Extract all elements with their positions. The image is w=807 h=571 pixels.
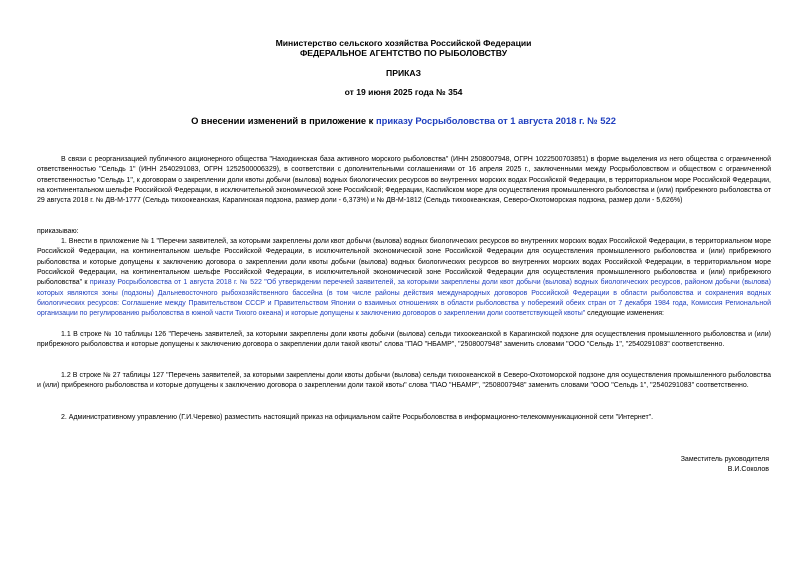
- agency-name: ФЕДЕРАЛЬНОЕ АГЕНТСТВО ПО РЫБОЛОВСТВУ: [299, 48, 508, 58]
- item-2-paragraph: 2. Административному управлению (Г.И.Черевко) разместить настоящий приказ на официальном сайте Росрыболовства в информационно-телекоммуникационной сети "Интернет".: [61, 414, 654, 421]
- signature-name: В.И.Соколов: [727, 466, 769, 473]
- item-1-order-title-link[interactable]: "Об утверждении перечней заявителей, за которыми закреплены доли квот добычи (вылова) водных биологических ресурсов, районом добычи (вылова) которых являются зоны (подзоны) Дальневосточного рыбохозяйственного бассейна (в том числе районы действия международных договоров Российской Федерации в области рыболовства и сохранения водных биологических ресурсов:: [37, 279, 772, 308]
- order-word: приказываю:: [37, 228, 79, 235]
- title-order-link[interactable]: приказу Росрыболовства от 1 августа 2018 г. № 522: [375, 115, 616, 126]
- item-1-commission-link[interactable]: , Комиссия Региональной организации по регулированию рыболовства в южной части Тихого океана) и которые допущены к заключению договоров о закреплении доли соответствующей квоты": [37, 300, 771, 318]
- document-type: ПРИКАЗ: [386, 68, 421, 78]
- ministry-name: Министерство сельского хозяйства Российской Федерации: [275, 38, 532, 48]
- item-1-1-paragraph: 1.1 В строке № 10 таблицы 126 "Перечень заявителей, за которыми закреплены доли квоты добычи (вылова) сельди тихоокеанской в Карагинской подзоне для осуществления промышленного рыболовства и (или) прибрежного рыболовства и которые допущены к заключению договора о закреплении доли такой квоты" слова "ПАО "НБАМР", "2508007948" заменить словами "ООО "Сельдь 1", "2540291083" соответственно.: [37, 331, 771, 349]
- signature-position: Заместитель руководителя: [680, 456, 769, 463]
- title-prefix: О внесении изменений в приложение к: [191, 115, 376, 126]
- item-1-start: 1. Внести в приложение № 1 "Перечни заявителей, за которыми закреплены доли квот добычи (вылова) водных биологических ресурсов во внутренних морских водах Российской Федерации, в территориальном море Российской Федерации, на континентальном шельфе Российской Федерации, в исключительной экономической зоне Российской Федерации для осуществления промышленного рыболовства и (или) прибрежного рыболовства и которые допущены к заключению договора о закреплении доли квоты добычи (вылова) водных биологических ресурсов во внутренних морских водах Российской Федерации, в территориальном море Российской Федерации, на континентальном шельфе Российской Федерации, в исключительной экономической зоне Российской Федерации для осуществления промышленного рыболовства и (или) прибрежного рыболовства" к: [37, 238, 771, 287]
- item-1-paragraph: [37, 237, 771, 320]
- document-date: от 19 июня 2025 года № 354: [344, 87, 463, 97]
- intro-paragraph: В связи с реорганизацией публичного акционерного общества "Находкинская база активного морского рыболовства" (ИНН 2508007948, ОГРН 1022500703851) в форме выделения из него общества с ограниченной ответственностью "Сельдь 1" (ИНН 2540291083, ОГРН 1252500006329), в соответствии с дополнительными соглашениями от 16 апреля 2025 г., заключенными между Росрыболовством и обществом с ограниченной ответственностью "Сельдь 1", к договорам о закреплении доли квоты добычи (вылова) водных биологических ресурсов во внутренних морских водах Российской Федерации, в территориальном море Российской Федерации, на континентальном шельфе Российской Федерации, в исключительной экономической зоне Российской; Федерации, Каспийском море для осуществления промышленного рыболовства и (или) прибрежного рыболовства от 29 августа 2018 г. № ДВ-М-1777 (Сельдь тихоокеанская, Карагинская подзона, размер доли - 6,373%) и № ДВ-М-1812 (Сельдь тихоокеанская, Северо-Охотоморская подзона, размер доли - 5,626%): [37, 156, 771, 205]
- item-1-agreement-link[interactable]: Соглашение между Правительством СССР и Правительством Японии о взаимных отношениях в области рыболовства у побережий обеих стран от 7 декабря 1984 года: [121, 300, 687, 308]
- document-title: [0, 115, 807, 126]
- item-1-end: следующие изменения:: [585, 310, 664, 318]
- item-1-2-paragraph: 1.2 В строке № 27 таблицы 127 "Перечень заявителей, за которыми закреплены доли квоты добычи (вылова) сельди тихоокеанской в Северо-Охотоморской подзоне для осуществления промышленного рыболовства и (или) прибрежного рыболовства и которые допущены к заключению договора о закреплении доли такой квоты" слова "ПАО "НБАМР", "2508007948" заменить словами "ООО "Сельдь 1", "2540291083" соответственно.: [37, 372, 771, 390]
- item-1-order-link[interactable]: приказу Росрыболовства от 1 августа 2018 г. № 522: [89, 279, 262, 287]
